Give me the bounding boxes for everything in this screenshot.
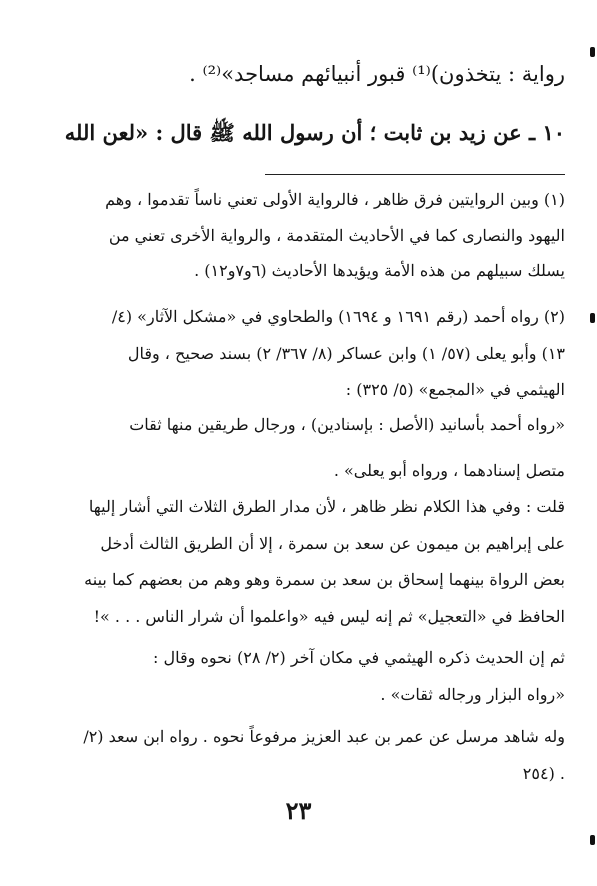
footnote-line: بعض الرواة بينهما إسحاق بن سعد بن سمرة وهو وهم من بعضهم كما بينه: [84, 570, 565, 589]
footnote-line: ١٣) وأبو يعلى (٥٧/ ١) وابن عساكر (٨/ ٣٦٧/ ٢) بسند صحيح ، وقال: [127, 344, 565, 363]
hadith-heading-line: ١٠ ـ عن زيد بن ثابت ؛ أن رسول الله ﷺ قال : «لعن الله: [64, 120, 565, 145]
main-text-line: رواية : يتخذون)⁽¹⁾ قبور أنبيائهم مساجد»⁽²⁾ .: [189, 62, 565, 86]
footnote-line: على إبراهيم بن ميمون عن سعد بن سمرة ، إلا أن الطريق الثالث أدخل: [100, 534, 565, 553]
footnote-line: اليهود والنصارى كما في الأحاديث المتقدمة ، والرواية الأخرى تعني من: [108, 226, 565, 245]
footnote-line: «رواه أحمد بأسانيد (الأصل : بإسنادين) ، ورجال طريقين منها ثقات: [129, 415, 565, 434]
page-number: ٢٣: [285, 796, 312, 825]
footnote-line: «رواه البزار ورجاله ثقات» .: [380, 685, 565, 704]
footnote-line: متصل إسنادهما ، ورواه أبو يعلى» .: [333, 461, 565, 480]
footnote-separator: [265, 174, 565, 175]
footnote-line: يسلك سبيلهم من هذه الأمة ويؤيدها الأحاديث (٦و٧و١٢) .: [194, 261, 565, 280]
scan-edge-mark: [590, 47, 595, 57]
footnote-line: وله شاهد مرسل عن عمر بن عبد العزيز مرفوعاً نحوه . رواه ابن سعد (٢/: [83, 727, 565, 746]
scan-edge-mark: [590, 313, 595, 323]
footnote-line: قلت : وفي هذا الكلام نظر ظاهر ، لأن مدار الطرق الثلاث التي أشار إليها: [88, 497, 565, 516]
footnote-line: الحافظ في «التعجيل» ثم إنه ليس فيه «واعلموا أن شرار الناس . . . »!: [93, 607, 565, 626]
footnote-line: (١) وبين الروايتين فرق ظاهر ، فالرواية الأولى تعني ناساً تقدموا ، وهم: [105, 190, 565, 209]
footnote-line: ٢٥٤) .: [522, 764, 565, 783]
footnote-line: (٢) رواه أحمد (رقم ١٦٩١ و ١٦٩٤) والطحاوي في «مشكل الآثار» (٤/: [111, 307, 565, 326]
footnote-line: ثم إن الحديث ذكره الهيثمي في مكان آخر (٢/ ٢٨) نحوه وقال :: [153, 648, 565, 667]
scan-edge-mark: [590, 835, 595, 845]
footnote-line: الهيثمي في «المجمع» (٥/ ٣٢٥) :: [345, 380, 565, 399]
